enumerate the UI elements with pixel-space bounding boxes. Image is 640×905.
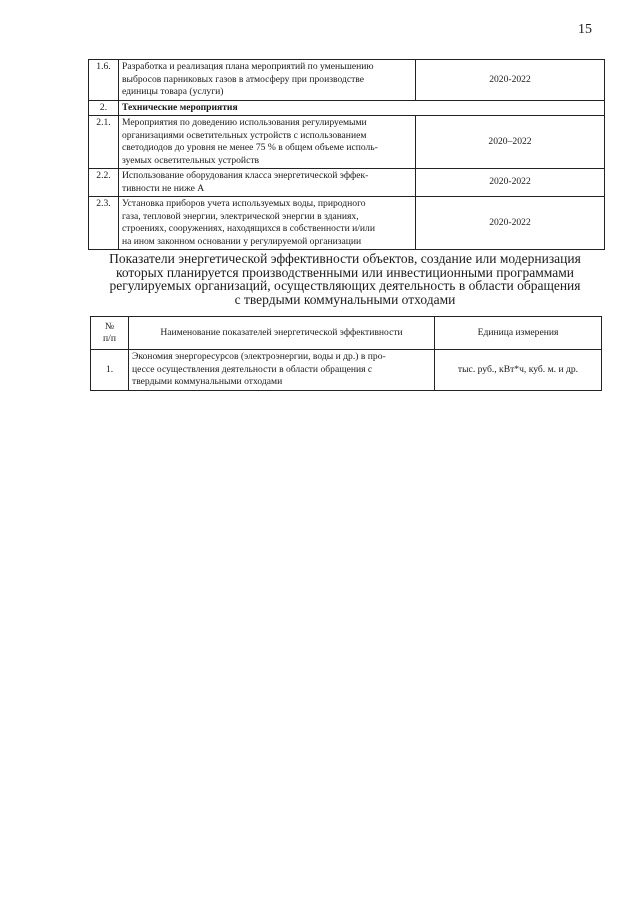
description-line: Разработка и реализация плана мероприятий по уменьшению (122, 61, 374, 72)
table-row (89, 60, 605, 101)
row-number: 1.6. (89, 60, 119, 101)
section-number: 2. (89, 100, 119, 116)
row-number: 2.2. (89, 169, 119, 197)
table-header-row (91, 317, 602, 350)
header-number (91, 317, 129, 350)
row-period: 2020-2022 (416, 169, 605, 197)
row-period: 2020–2022 (416, 116, 605, 169)
row-description (119, 116, 416, 169)
description-line: единицы товара (услуги) (122, 86, 224, 97)
table-row (89, 169, 605, 197)
row-number: 1. (91, 350, 129, 391)
section-title: Технические мероприятия (119, 100, 605, 116)
heading-line: с твердыми коммунальными отходами (234, 291, 456, 307)
header-name: Наименование показателей энергетической эффективности (129, 317, 435, 350)
table-row (89, 197, 605, 250)
header-number-line: № (104, 320, 115, 332)
table-row (91, 350, 602, 391)
indicator-line: цессе осуществления деятельности в области обращения с (132, 363, 373, 375)
row-unit: тыс. руб., кВт*ч, куб. м. и др. (435, 350, 602, 391)
description-line: тивности не ниже А (122, 182, 205, 194)
description-line: Использование оборудования класса энергетической эффек- (122, 170, 369, 181)
row-number: 2.3. (89, 197, 119, 250)
heading-line: которых планируется производственными или инвестиционными программами (115, 264, 575, 280)
header-unit: Единица измерения (435, 317, 602, 350)
section-row (89, 100, 605, 116)
row-description (119, 169, 416, 197)
indicator-line: твердыми коммунальными отходами (132, 376, 283, 387)
description-line: Мероприятия по доведению использования регулируемыми (122, 117, 367, 128)
row-indicator (129, 350, 435, 391)
indicator-line: Экономия энергоресурсов (электроэнергии, воды и др.) в про- (132, 351, 386, 362)
description-line: зуемых осветительных устройств (122, 154, 260, 166)
description-line: светодиодов до уровня не менее 75 % в общем объеме исполь- (122, 142, 378, 153)
measures-table (88, 59, 605, 250)
row-period: 2020-2022 (416, 60, 605, 101)
indicators-table (90, 316, 602, 391)
page-number: 15 (578, 22, 592, 37)
description-line: выбросов парниковых газов в атмосферу при производстве (122, 73, 365, 85)
description-line: организациями осветительных устройств с использованием (122, 129, 367, 141)
header-number-line: п/п (103, 333, 116, 344)
row-number: 2.1. (89, 116, 119, 169)
table-row (89, 116, 605, 169)
row-period: 2020-2022 (416, 197, 605, 250)
description-line: строениях, сооружениях, находящихся в собственности и/или (122, 223, 375, 234)
heading-line: Показатели энергетической эффективности объектов, создание или модернизация (109, 251, 581, 266)
description-line: Установка приборов учета используемых воды, природного (122, 198, 366, 209)
row-description (119, 197, 416, 250)
description-line: газа, тепловой энергии, электрической энергии в зданиях, (122, 210, 359, 222)
description-line: на ином законном основании у регулируемой организации (122, 235, 362, 247)
row-description (119, 60, 416, 101)
heading-line: регулируемых организаций, осуществляющих деятельность в области обращения (109, 278, 581, 293)
section-heading (100, 252, 590, 306)
